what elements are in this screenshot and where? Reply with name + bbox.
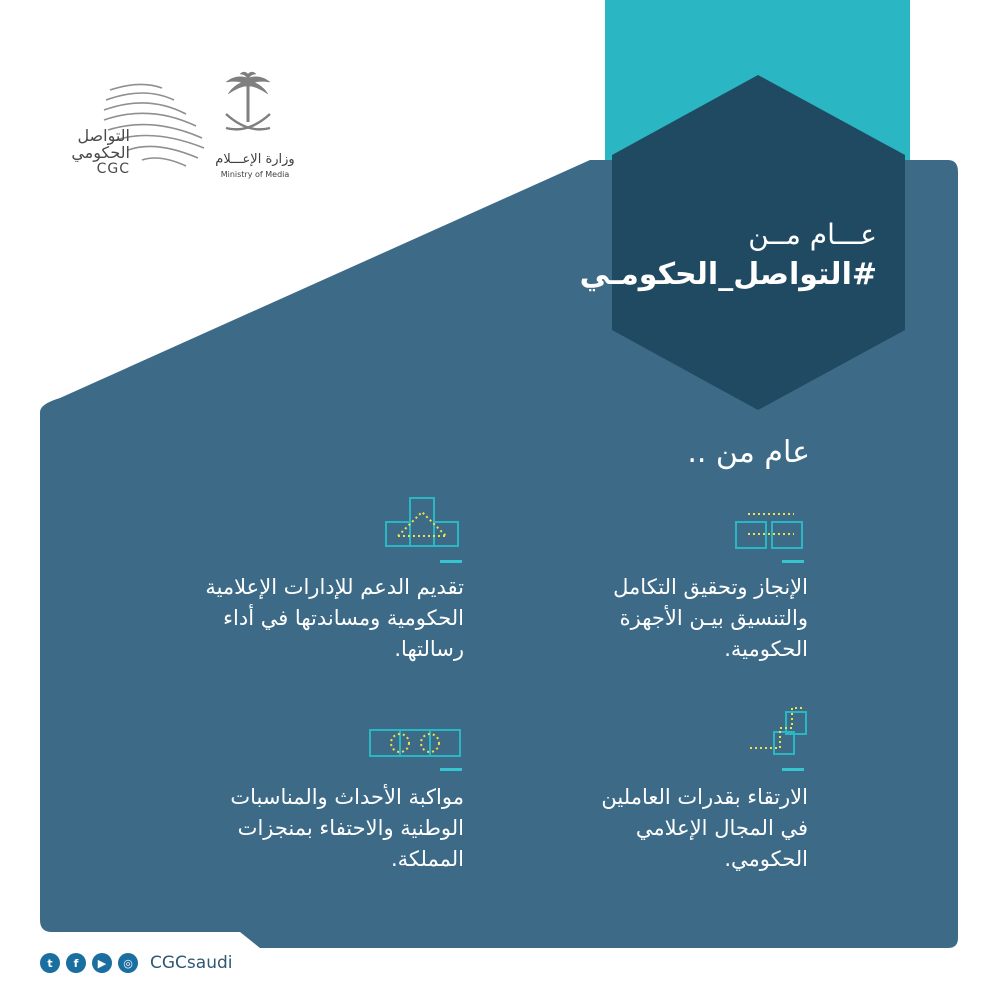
item3-underline [782,768,804,771]
cgc-arabic-line1: التواصل [77,126,130,145]
social-handle[interactable]: CGCsaudi [150,953,233,973]
item3-line1: الارتقاء بقدرات العاملين [601,785,808,809]
facebook-icon[interactable]: f [66,953,86,973]
youtube-icon[interactable]: ▶ [92,953,112,973]
section-heading: عام من .. [687,435,810,470]
item2-line2: الحكومية ومساندتها في أداء [223,606,464,631]
palm-swords-emblem-icon [218,70,278,145]
hexagon-title [579,218,877,292]
logos-area [40,70,300,190]
item1-line2: والتنسيق بيـن الأجهزة [619,606,808,631]
item4-line2: الوطنية والاحتفاء بمنجزات [237,816,464,841]
item2-line1: تقديم الدعم للإدارات الإعلامية [205,575,464,599]
item1-line1: الإنجاز وتحقيق التكامل [613,575,808,599]
item-integration [540,572,808,665]
cgc-wordmark [40,128,130,176]
ministry-logo [200,70,310,190]
item2-underline [440,560,462,563]
item-events [160,782,464,875]
item-support [160,572,464,665]
circles-squares-icon [368,726,464,760]
steps-squares-icon [746,704,808,758]
cgc-arabic-line2: الحكومي [71,142,130,162]
connected-squares-icon [734,510,806,552]
item3-line2: في المجال الإعلامي [635,816,808,841]
item4-line1: مواكبة الأحداث والمناسبات [230,785,464,809]
item-capabilities [540,782,808,875]
ministry-arabic: وزارة الإعـــلام [215,152,295,167]
item1-line3: الحكومية. [724,637,808,662]
item1-underline [782,560,804,563]
cgc-english: CGC [96,160,130,177]
cgc-logo [40,70,200,190]
ministry-english: Ministry of Media [220,170,290,179]
instagram-icon[interactable]: ◎ [118,953,138,973]
item3-line3: الحكومي. [724,847,808,872]
support-squares-icon [384,494,464,550]
item4-underline [440,768,462,771]
twitter-icon[interactable]: t [40,953,60,973]
hexagon-line1: عـــام مــن [748,218,877,251]
item4-line3: المملكة. [391,847,464,872]
social-footer [40,948,232,978]
hexagon-hashtag: #التواصل_الحكومـي [579,257,877,292]
item2-line3: رسالتها. [394,637,464,662]
